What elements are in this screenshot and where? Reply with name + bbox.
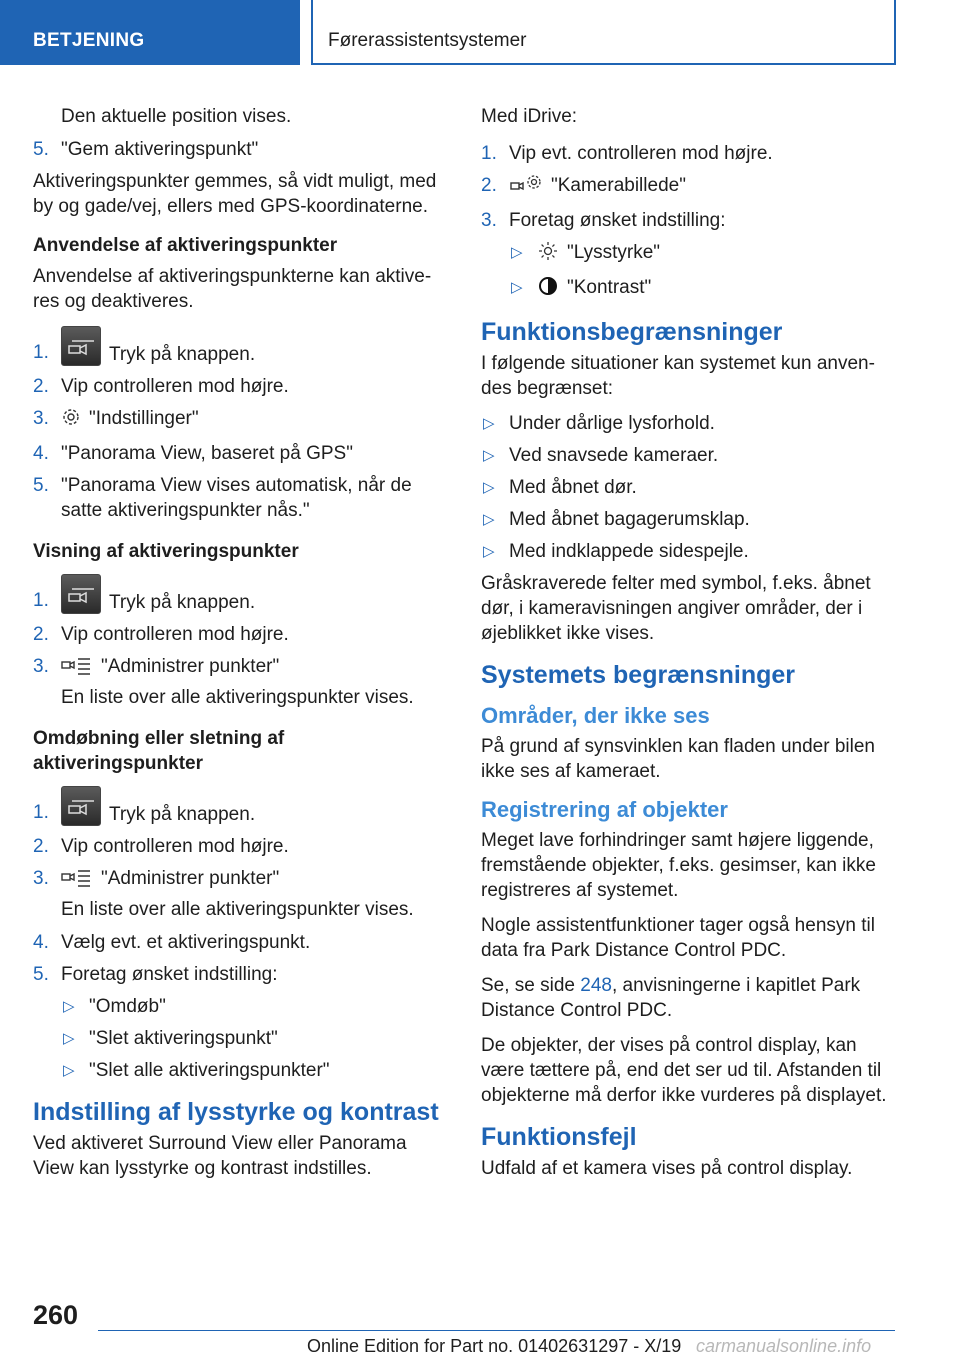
right-column (481, 104, 899, 1191)
list-item (33, 786, 443, 827)
step-text: "Panorama View, baseret på GPS" (61, 443, 353, 464)
list-item (33, 622, 443, 647)
heading-brightness: Indstilling af lysstyrke og kontrast (33, 1098, 439, 1126)
list-item (61, 994, 443, 1019)
step-number: 1. (33, 590, 49, 611)
page-link[interactable]: 248 (580, 975, 612, 996)
heading-rename: Omdøbning eller sletning af aktiveringspunkter (33, 728, 285, 774)
triangle-bullet-icon: ▷ (511, 244, 523, 261)
list-item (33, 326, 443, 367)
step-text: Vip controlleren mod højre. (61, 836, 289, 857)
chapter-title: Førerassistentsystemer (328, 30, 527, 51)
step-number: 3. (481, 210, 497, 231)
step-number: 5. (33, 475, 49, 496)
triangle-bullet-icon: ▷ (511, 279, 523, 296)
step-text: Foretag ønsket indstilling: (61, 964, 278, 985)
edition-text: Online Edition for Part no. 01402631297 - X/19 (307, 1336, 682, 1356)
list-item (481, 411, 899, 436)
step-text: Vip controlleren mod højre. (61, 624, 289, 645)
rename-options (33, 994, 443, 1083)
paragraph-grey-areas: Gråskraverede felter med symbol, f.eks. åbnet dør, i kameravisningen angiver områder, der i øjeblikket ikke vises. (481, 573, 871, 644)
camera-settings-icon (509, 174, 543, 201)
paragraph-fault: Udfald af et kamera vises på control display. (481, 1158, 853, 1179)
camera-button-icon (61, 574, 101, 614)
limit-text: Ved snavsede kameraer. (509, 445, 719, 466)
list-item (61, 1026, 443, 1051)
camera-button-icon (61, 786, 101, 826)
step-number: 3. (33, 868, 49, 889)
triangle-bullet-icon: ▷ (483, 447, 495, 464)
paragraph-limits: I følgende situationer kan systemet kun anvendes begrænset: (481, 353, 875, 399)
paragraph-detection-1: Meget lave forhindringer samt højere liggende, fremstående objekter, f.eks. gesimser, kan ikke registreres af systemet. (481, 830, 876, 901)
option-text: "Lysstyrke" (567, 242, 661, 263)
option-text: "Kontrast" (567, 277, 652, 298)
list-item (481, 539, 899, 564)
triangle-bullet-icon: ▷ (483, 415, 495, 432)
paragraph-detection-2: Nogle assistentfunktioner tager også hensyn til data fra Park Distance Control PDC. (481, 915, 875, 961)
step-text: Tryk på knappen. (109, 804, 256, 825)
list-item (481, 141, 899, 166)
heading-use: Anvendelse af aktiveringspunkter (33, 235, 338, 256)
paragraph-brightness: Ved aktiveret Surround View eller Panorama View kan lysstyrke og kontrast indstilles. (33, 1133, 407, 1179)
heading-limits: Funktionsbegrænsninger (481, 318, 783, 346)
see-text: Se, se side (481, 975, 581, 996)
paragraph-position: Den aktuelle position vises. (61, 106, 292, 127)
rename-steps (33, 786, 443, 1083)
see-text-post: , anvisningerne i kapitlet Park Distance Control PDC. (481, 975, 861, 1021)
heading-areas: Områder, der ikke ses (481, 703, 710, 728)
step-number: 5. (33, 139, 49, 160)
step-number: 2. (33, 376, 49, 397)
list-item (61, 1058, 443, 1083)
step-number: 2. (33, 836, 49, 857)
limit-text: Med åbnet dør. (509, 477, 637, 498)
step-number: 1. (33, 342, 49, 363)
option-text: "Omdøb" (89, 996, 166, 1017)
left-column (33, 104, 443, 1191)
step-number: 1. (481, 143, 497, 164)
option-text: "Slet aktiveringspunkt" (89, 1028, 278, 1049)
step-text: Foretag ønsket indstilling: (509, 210, 726, 231)
page-number: 260 (33, 1300, 79, 1330)
list-item (33, 374, 443, 399)
list-item (33, 406, 443, 434)
list-item (33, 473, 443, 523)
list-item (481, 475, 899, 500)
section-title: BETJENING (33, 30, 145, 51)
step-number: 5. (33, 964, 49, 985)
list-item (481, 443, 899, 468)
contrast-icon (537, 276, 559, 303)
paragraph-areas: På grund af synsvinklen kan fladen under bilen ikke ses af kameraet. (481, 736, 875, 782)
step-number: 4. (33, 443, 49, 464)
list-item (33, 834, 443, 859)
step-text: Vip controlleren mod højre. (61, 376, 289, 397)
paragraph-idrive: Med iDrive: (481, 106, 578, 127)
use-steps (33, 326, 443, 523)
rename-note: En liste over alle aktiveringspunkter vises. (61, 899, 414, 920)
step-text: Vælg evt. et aktiveringspunkt. (61, 932, 311, 953)
triangle-bullet-icon: ▷ (63, 998, 75, 1015)
footer-rule (98, 1330, 895, 1331)
paragraph-see-page (481, 973, 899, 1023)
list-item (509, 275, 899, 303)
gear-icon (61, 407, 81, 434)
heading-show: Visning af aktiveringspunkter (33, 541, 299, 562)
list-item (33, 654, 443, 682)
triangle-bullet-icon: ▷ (483, 511, 495, 528)
step-text: "Administrer punkter" (101, 656, 280, 677)
watermark: carmanualsonline.info (696, 1336, 872, 1356)
option-text: "Slet alle aktiveringspunkter" (89, 1060, 330, 1081)
paragraph-use: Anvendelse af aktiveringspunkterne kan aktiveres og deaktiveres. (33, 266, 432, 312)
step-text: "Panorama View vises automatisk, når de satte aktiveringspunkter nås." (61, 475, 412, 521)
step-text: Tryk på knappen. (109, 592, 256, 613)
step-text: "Gem aktiveringspunkt" (61, 139, 259, 160)
list-item (33, 866, 443, 894)
triangle-bullet-icon: ▷ (63, 1030, 75, 1047)
step-text: "Kamerabillede" (551, 175, 686, 196)
step-number: 3. (33, 408, 49, 429)
limit-text: Med indklappede sidespejle. (509, 541, 749, 562)
list-item (33, 137, 443, 162)
heading-fault: Funktionsfejl (481, 1123, 637, 1151)
limit-text: Under dårlige lysforhold. (509, 413, 715, 434)
camera-list-icon (61, 655, 93, 682)
camera-button-icon (61, 326, 101, 366)
step-number: 2. (33, 624, 49, 645)
step-text: Vip evt. controlleren mod højre. (509, 143, 773, 164)
brightness-sun-icon (537, 241, 559, 268)
step-text: "Indstillinger" (89, 408, 199, 429)
paragraph-detection-3: De objekter, der vises på control display, kan være tættere på, end det ser ud til. Afstanden til objekterne må derfor ikke vurderes på displayet. (481, 1035, 887, 1106)
limit-text: Med åbnet bagagerumsklap. (509, 509, 750, 530)
step-text: Tryk på knappen. (109, 344, 256, 365)
list-item (509, 240, 899, 268)
list-item (33, 930, 443, 955)
show-steps (33, 574, 443, 682)
list-item (33, 962, 443, 987)
list-item (481, 208, 899, 233)
brightness-steps (481, 141, 899, 303)
list-item (33, 441, 443, 466)
show-note: En liste over alle aktiveringspunkter vises. (61, 687, 414, 708)
header-chapter-box (311, 0, 896, 65)
step-number: 3. (33, 656, 49, 677)
step-number: 2. (481, 175, 497, 196)
heading-system-limits: Systemets begrænsninger (481, 661, 795, 689)
list-item (33, 574, 443, 615)
heading-detection: Registrering af objekter (481, 797, 728, 822)
list-item (481, 173, 899, 201)
limits-list (481, 411, 899, 564)
list-item (481, 507, 899, 532)
brightness-options (481, 240, 899, 303)
step-number: 1. (33, 802, 49, 823)
step-text: "Administrer punkter" (101, 868, 280, 889)
paragraph-saved: Aktiveringspunkter gemmes, så vidt muligt, med by og gade/vej, ellers med GPS-koordinaterne. (33, 171, 437, 217)
triangle-bullet-icon: ▷ (483, 543, 495, 560)
step-number: 4. (33, 932, 49, 953)
triangle-bullet-icon: ▷ (63, 1062, 75, 1079)
triangle-bullet-icon: ▷ (483, 479, 495, 496)
camera-list-icon (61, 867, 93, 894)
header-section-tab (0, 0, 300, 65)
